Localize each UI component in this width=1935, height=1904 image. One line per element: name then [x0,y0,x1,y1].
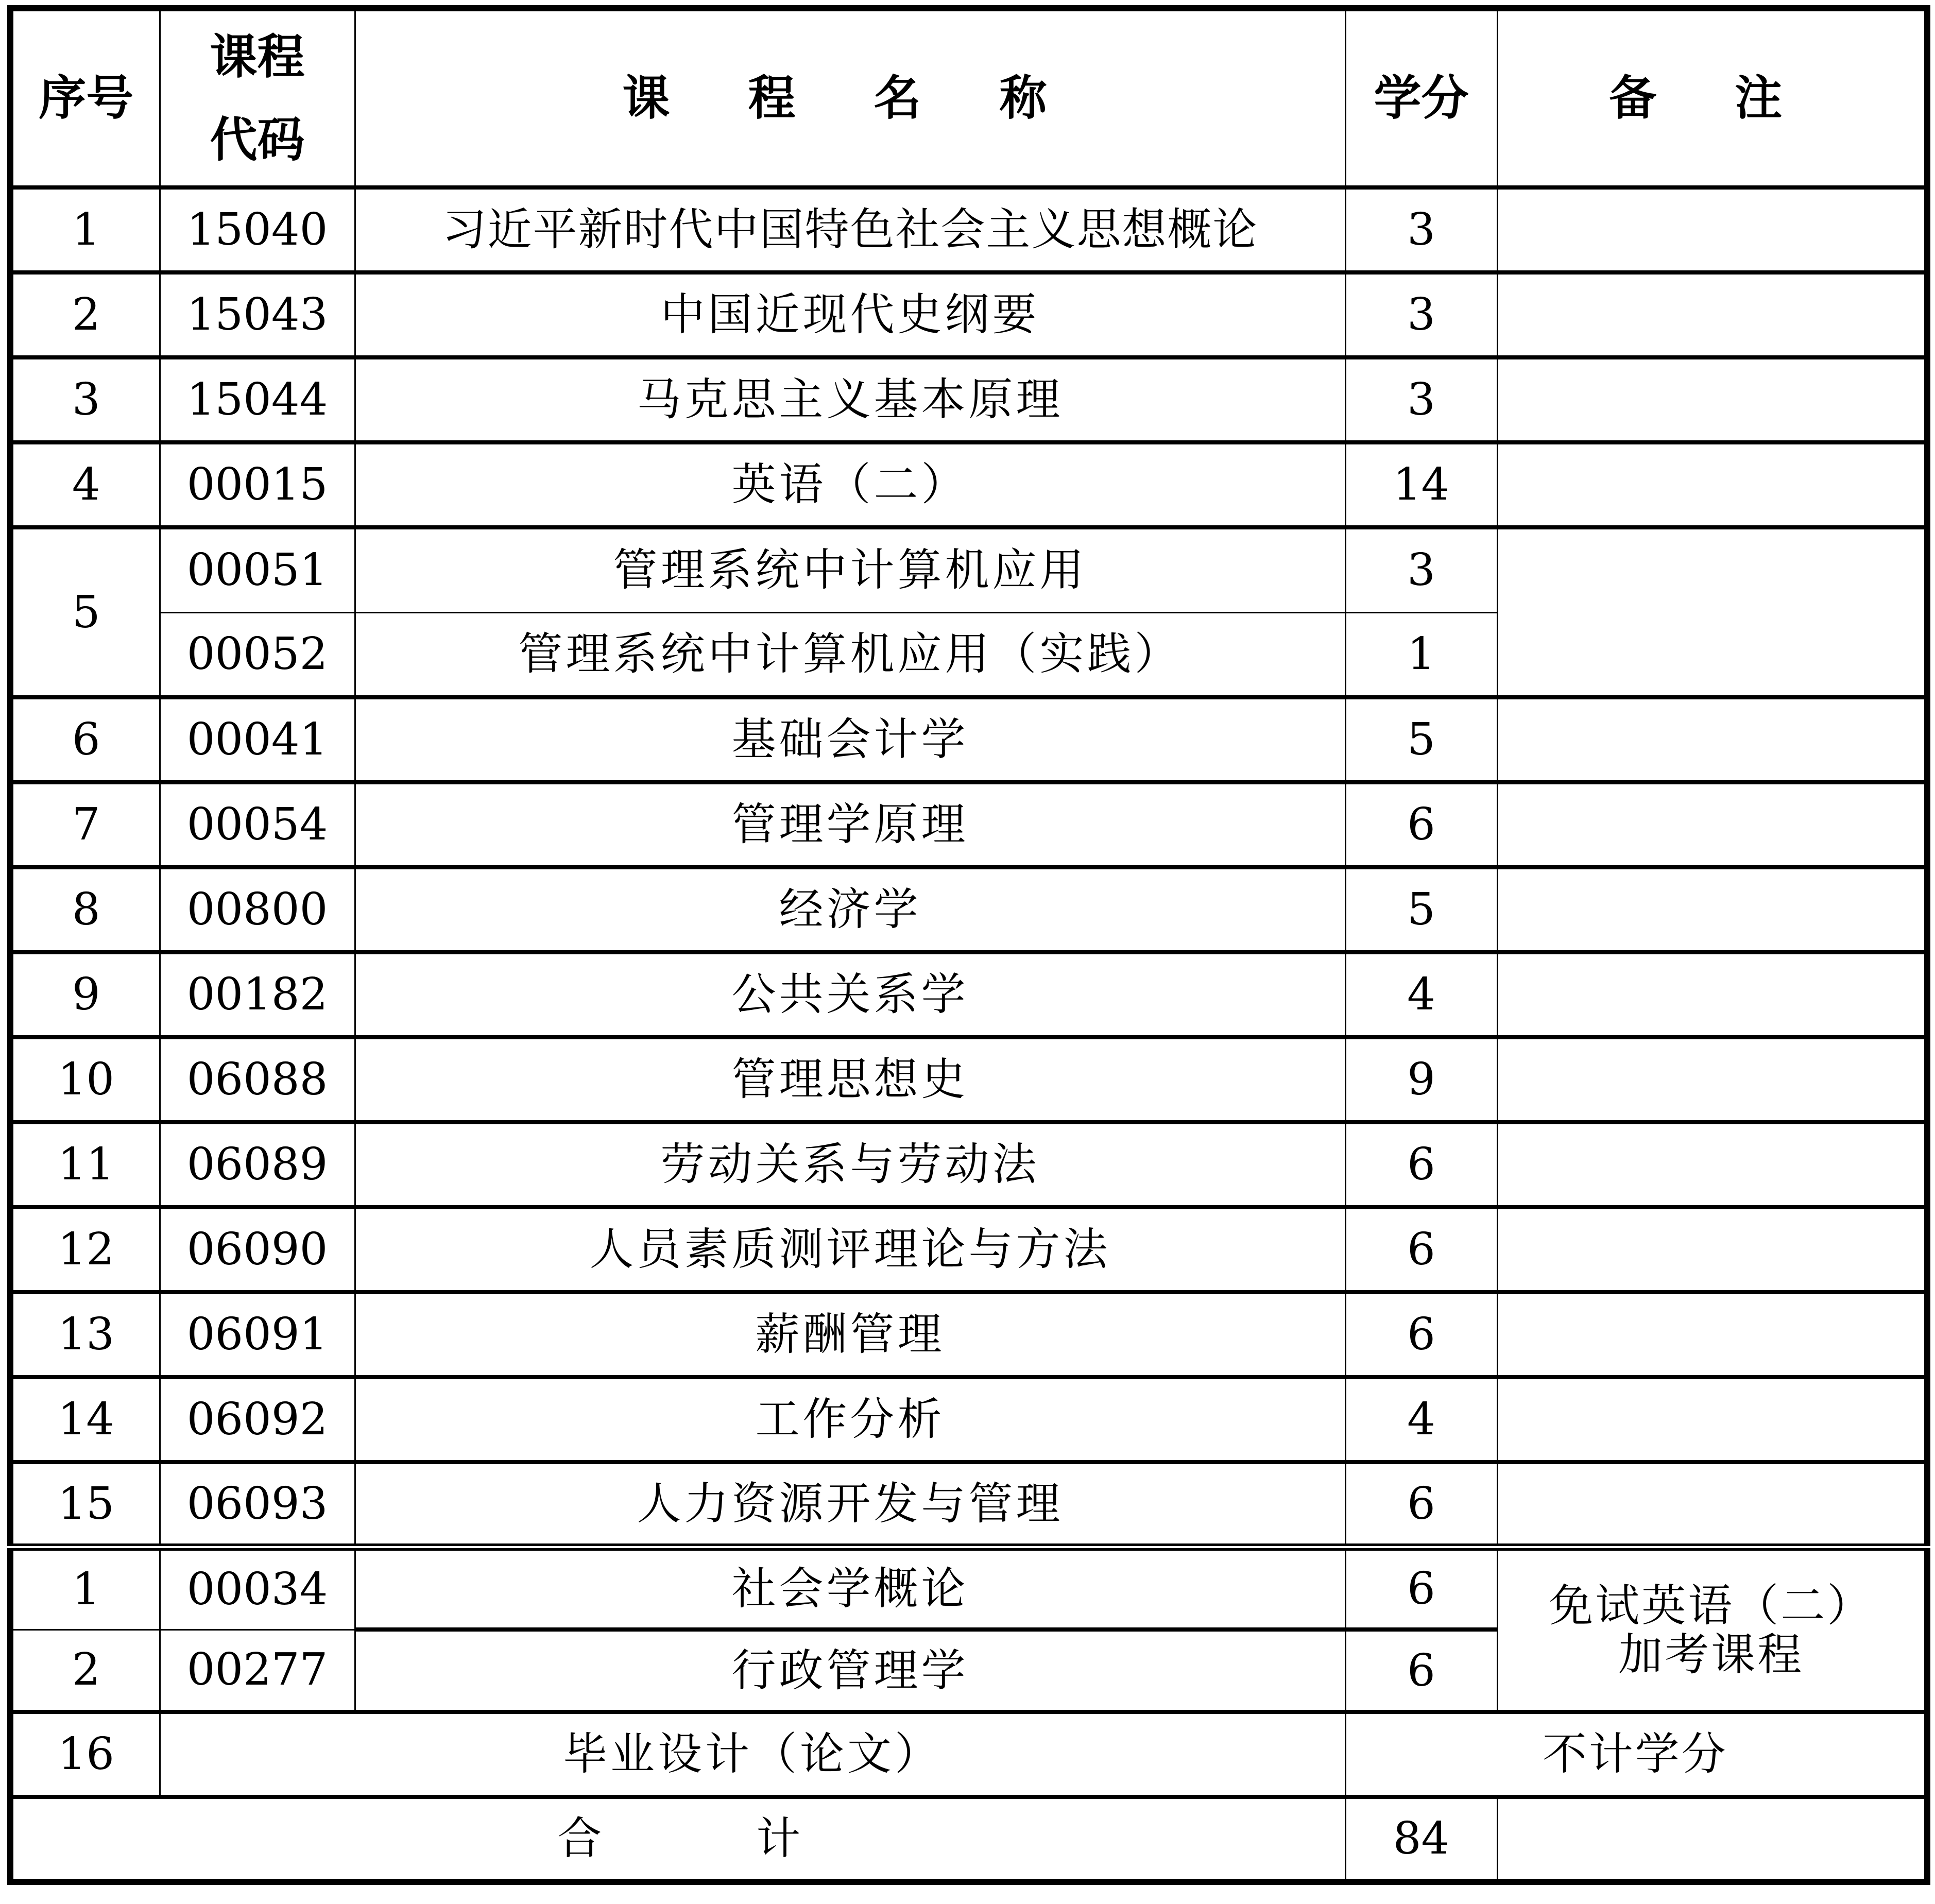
cell-note [1497,527,1927,697]
cell-name: 管理系统中计算机应用 [355,527,1345,612]
cell-seq: 6 [10,697,160,782]
cell-code: 15044 [160,357,355,442]
extra-note-line1: 免试英语（二） [1549,1580,1874,1632]
course-plan-sheet [7,5,1924,1893]
table-row [10,867,1927,952]
cell-seq: 10 [10,1037,160,1122]
header-seq: 序号 [10,8,160,187]
cell-seq: 9 [10,952,160,1037]
cell-code: 00277 [160,1629,355,1712]
cell-note [1497,272,1927,357]
table-row [10,527,1927,612]
table-row [10,1292,1927,1377]
cell-credits: 3 [1345,272,1497,357]
cell-note [1497,1122,1927,1207]
header-note: 备 注 [1497,8,1927,187]
cell-code: 00054 [160,782,355,867]
cell-name: 基础会计学 [355,697,1345,782]
cell-code: 00051 [160,527,355,612]
cell-code: 06091 [160,1292,355,1377]
total-credits: 84 [1345,1797,1497,1882]
cell-code: 06088 [160,1037,355,1122]
cell-note [1497,782,1927,867]
header-course-name: 课 程 名 称 [355,8,1345,187]
table-row [10,1122,1927,1207]
cell-credits: 14 [1345,442,1497,527]
cell-credits: 4 [1345,952,1497,1037]
cell-seq: 2 [10,272,160,357]
cell-code: 06092 [160,1377,355,1462]
cell-credits: 6 [1345,1547,1497,1629]
cell-credits: 4 [1345,1377,1497,1462]
cell-credits: 5 [1345,697,1497,782]
thesis-note: 不计学分 [1345,1712,1927,1797]
cell-note [1497,442,1927,527]
cell-seq: 1 [10,1547,160,1629]
cell-note [1497,697,1927,782]
table-row [10,442,1927,527]
cell-seq: 14 [10,1377,160,1462]
cell-note [1497,187,1927,272]
cell-code: 00015 [160,442,355,527]
cell-credits: 9 [1345,1037,1497,1122]
cell-note [1497,1377,1927,1462]
cell-seq: 5 [10,527,160,697]
cell-name: 英语（二） [355,442,1345,527]
extra-note-line2: 加考课程 [1618,1628,1804,1680]
table-row [10,1207,1927,1292]
cell-credits: 6 [1345,1122,1497,1207]
table-row [10,1377,1927,1462]
cell-code: 06089 [160,1122,355,1207]
cell-credits: 6 [1345,1629,1497,1712]
header-course-code-line1: 课程 [210,29,305,84]
cell-seq: 1 [10,187,160,272]
cell-code: 06093 [160,1462,355,1547]
thesis-row [10,1712,1927,1797]
cell-credits: 6 [1345,782,1497,867]
cell-credits: 3 [1345,527,1497,612]
cell-seq: 13 [10,1292,160,1377]
table-row [10,187,1927,272]
cell-seq: 11 [10,1122,160,1207]
cell-seq: 2 [10,1629,160,1712]
cell-code: 00041 [160,697,355,782]
total-label-part2: 计 [756,1813,801,1865]
cell-name: 行政管理学 [355,1629,1345,1712]
cell-name: 习近平新时代中国特色社会主义思想概论 [355,187,1345,272]
cell-seq: 7 [10,782,160,867]
cell-seq: 4 [10,442,160,527]
cell-name: 人力资源开发与管理 [355,1462,1345,1547]
cell-code: 15043 [160,272,355,357]
cell-seq: 8 [10,867,160,952]
table-row [10,357,1927,442]
cell-name: 社会学概论 [355,1547,1345,1629]
cell-code: 00034 [160,1547,355,1629]
cell-note [1497,1292,1927,1377]
table-row [10,1037,1927,1122]
cell-seq: 15 [10,1462,160,1547]
total-label [10,1797,1345,1882]
extra-courses-note [1497,1547,1927,1712]
cell-name: 工作分析 [355,1377,1345,1462]
total-label-part1: 合 [557,1813,602,1865]
cell-name: 马克思主义基本原理 [355,357,1345,442]
extra-table-row [10,1547,1927,1629]
table-row [10,952,1927,1037]
thesis-name: 毕业设计（论文） [160,1712,1345,1797]
header-credits: 学分 [1345,8,1497,187]
table-row [10,272,1927,357]
cell-note [1497,867,1927,952]
cell-name: 管理系统中计算机应用（实践） [355,612,1345,697]
course-table [7,5,1930,1885]
cell-name: 管理学原理 [355,782,1345,867]
cell-note [1497,1207,1927,1292]
cell-note [1497,357,1927,442]
cell-note [1497,1037,1927,1122]
total-note [1497,1797,1927,1882]
header-course-code [160,8,355,187]
cell-credits: 6 [1345,1462,1497,1547]
cell-note [1497,1462,1927,1547]
cell-code: 00182 [160,952,355,1037]
cell-code: 00052 [160,612,355,697]
total-row [10,1797,1927,1882]
cell-credits: 3 [1345,357,1497,442]
cell-note [1497,952,1927,1037]
cell-seq: 3 [10,357,160,442]
header-course-code-line2: 代码 [210,112,305,167]
table-row [10,1462,1927,1547]
cell-name: 管理思想史 [355,1037,1345,1122]
cell-code: 00800 [160,867,355,952]
table-row [10,697,1927,782]
table-row [10,782,1927,867]
cell-name: 中国近现代史纲要 [355,272,1345,357]
cell-name: 薪酬管理 [355,1292,1345,1377]
cell-name: 人员素质测评理论与方法 [355,1207,1345,1292]
cell-code: 15040 [160,187,355,272]
table-header-row [10,8,1927,187]
cell-credits: 1 [1345,612,1497,697]
cell-credits: 3 [1345,187,1497,272]
cell-name: 经济学 [355,867,1345,952]
cell-credits: 6 [1345,1292,1497,1377]
cell-name: 劳动关系与劳动法 [355,1122,1345,1207]
cell-name: 公共关系学 [355,952,1345,1037]
cell-seq: 12 [10,1207,160,1292]
cell-credits: 6 [1345,1207,1497,1292]
cell-seq: 16 [10,1712,160,1797]
cell-code: 06090 [160,1207,355,1292]
cell-credits: 5 [1345,867,1497,952]
